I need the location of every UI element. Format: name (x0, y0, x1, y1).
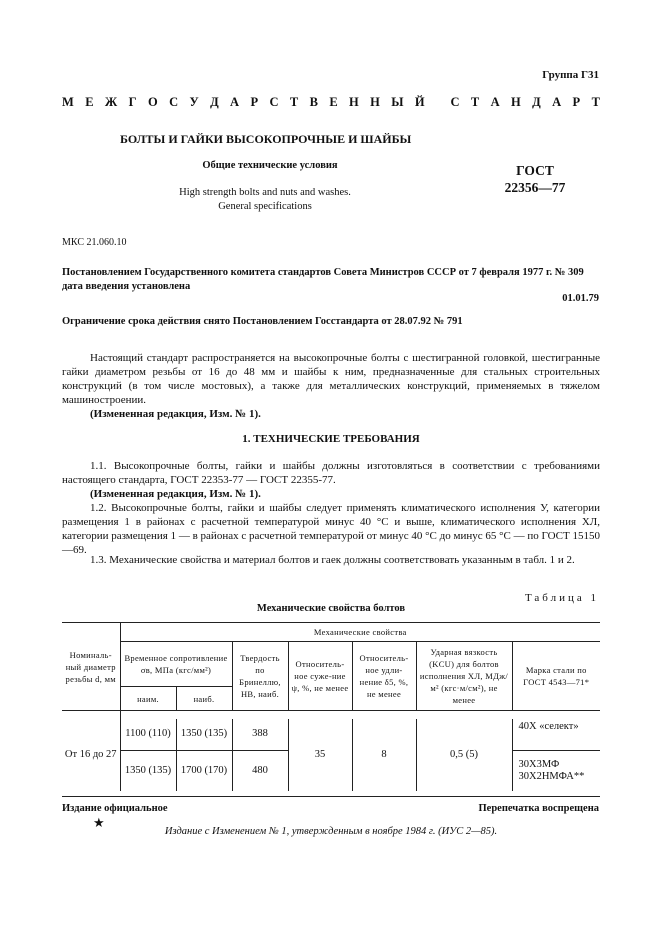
cell-steel-1: 40Х «селект» (512, 719, 600, 751)
heading-letter: Р (250, 95, 259, 109)
steel-grade-30x3mf: 30Х3МФ (518, 758, 560, 770)
english-title (140, 186, 390, 214)
paragraph-1-1-note: (Измененная редакция, Изм. № 1). (90, 488, 261, 500)
cell-hardness-1: 388 (232, 719, 288, 751)
heading-letter (436, 95, 439, 110)
cell-reduction: 35 (288, 719, 352, 791)
english-title-line-1: High strength bolts and nuts and washes. (179, 187, 351, 198)
heading-letter: Д (210, 95, 219, 109)
heading-letter: Т (470, 95, 480, 109)
header-nominal-diameter: Номиналь-ный диаметр резьбы d, мм (62, 623, 120, 711)
heading-letter: Е (85, 95, 94, 109)
heading-letter: С (169, 95, 179, 109)
heading-letter: А (490, 95, 500, 109)
header-min: наим. (120, 687, 176, 711)
introduction-date: 01.01.79 (562, 293, 599, 304)
header-tensile-strength: Временное сопротивление σв, МПа (кгс/мм²) (120, 642, 232, 687)
gost-number (470, 162, 600, 196)
header-max: наиб. (176, 687, 232, 711)
document-subtitle: Общие технические условия (202, 160, 338, 171)
decree-text: Постановлением Государственного комитета стандартов Совета Министров СССР от 7 февраля 1977 г. № 309 дата введения установлена (62, 267, 584, 292)
heading-letter: А (230, 95, 240, 109)
paragraph-1-3: 1.3. Механические свойства и материал болтов и гаек должны соответствовать указанным в табл. 1 и 2. (90, 554, 575, 566)
header-elongation: Относитель-ное удли-нение δ5, %, не менее (352, 642, 416, 711)
restriction-text: Ограничение срока действия снято Постановлением Госстандарта от 28.07.92 № 791 (62, 316, 463, 327)
reprint-prohibited-label: Перепечатка воспрещена (478, 803, 599, 814)
heading-letter: М (62, 95, 74, 109)
cell-max-1: 1350 (135) (176, 719, 232, 751)
cell-steel-2 (512, 751, 600, 791)
heading-letter: О (147, 95, 158, 109)
heading-letter: Т (591, 95, 600, 109)
heading-letter: У (189, 95, 199, 109)
cell-max-2: 1700 (170) (176, 751, 232, 791)
official-edition-label: Издание официальное (62, 803, 168, 814)
heading-letter: Е (329, 95, 338, 109)
heading-letter: Н (370, 95, 380, 109)
cell-hardness-2: 480 (232, 751, 288, 791)
heading-letter: В (309, 95, 318, 109)
standard-heading (62, 95, 600, 110)
heading-letter: Ы (391, 95, 404, 109)
heading-letter: А (552, 95, 562, 109)
gost-label: ГОСТ (516, 163, 554, 178)
star-icon: ★ (93, 815, 105, 830)
table-1-caption: Механические свойства болтов (256, 603, 406, 614)
heading-letter: Н (511, 95, 521, 109)
heading-letter: С (269, 95, 279, 109)
heading-letter: С (450, 95, 460, 109)
paragraph-1-2: 1.2. Высокопрочные болты, гайки и шайбы следует применять климатического исполнения У, категории размещения 1 в районах с расчетной температурой минус 40 °С и выше, климатического исполнения ХЛ, категории размещения 1 — в районах с расчетной температурой от минус 40 °С до минус 65 °С — по ГОСТ 15150—69. (62, 502, 600, 556)
spacer-cell (62, 711, 120, 719)
cell-elongation: 8 (352, 719, 416, 791)
intro-amendment-note: (Измененная редакция, Изм. № 1). (90, 408, 261, 420)
english-title-line-2: General specifications (218, 201, 312, 212)
mks-code: МКС 21.060.10 (62, 237, 127, 248)
heading-letter: Ж (104, 95, 118, 109)
heading-letter: Р (572, 95, 581, 109)
heading-letter: Н (349, 95, 359, 109)
gost-code: 22356—77 (504, 180, 566, 195)
header-steel-grade: Марка стали по ГОСТ 4543—71* (512, 642, 600, 711)
steel-grade-30x2nmfa: 30Х2НМФА** (518, 770, 585, 782)
heading-letter: Й (414, 95, 425, 109)
cell-diameter: От 16 до 27 (62, 719, 120, 791)
spacer-cell (120, 711, 600, 719)
footer-divider (62, 796, 600, 797)
group-code: Группа Г31 (542, 69, 599, 81)
heading-letter: Г (128, 95, 137, 109)
heading-letter: Т (289, 95, 299, 109)
cell-min-2: 1350 (135) (120, 751, 176, 791)
document-title: БОЛТЫ И ГАЙКИ ВЫСОКОПРОЧНЫЕ И ШАЙБЫ (120, 132, 412, 146)
header-mechanical-properties: Механические свойства (120, 623, 600, 642)
section-1-title: 1. ТЕХНИЧЕСКИЕ ТРЕБОВАНИЯ (242, 433, 420, 445)
cell-impact: 0,5 (5) (416, 719, 512, 791)
paragraph-1-1: 1.1. Высокопрочные болты, гайки и шайбы должны изготовляться в соответствии с требованиями настоящего стандарта, ГОСТ 22353-77 — ГОСТ 22355-77. (62, 460, 600, 486)
heading-letter: Д (532, 95, 541, 109)
header-hardness: Твердость по Бринеллю, НВ, наиб. (232, 642, 288, 711)
table-1-label: Таблица 1 (524, 592, 599, 604)
header-reduction-of-area: Относитель-ное суже-ние ψ, %, не менее (288, 642, 352, 711)
intro-paragraph: Настоящий стандарт распространяется на высокопрочные болты с шестигранной головкой, шестигранные гайки диаметром резьбы от 16 до 48 мм и шайбы к ним, предназначенные для стальных строительных конструкций (в том числе мостовых), а также для металлических конструкций, применяемых в тяжелом машиностроении. (62, 352, 600, 406)
mechanical-properties-table (62, 622, 600, 791)
header-impact-strength: Ударная вязкость (KCU) для болтов исполнения ХЛ, МДж/м² (кгс·м/см²), не менее (416, 642, 512, 711)
edition-note: Издание с Изменением № 1, утвержденным в ноябре 1984 г. (ИУС 2—85). (164, 826, 498, 837)
cell-min-1: 1100 (110) (120, 719, 176, 751)
